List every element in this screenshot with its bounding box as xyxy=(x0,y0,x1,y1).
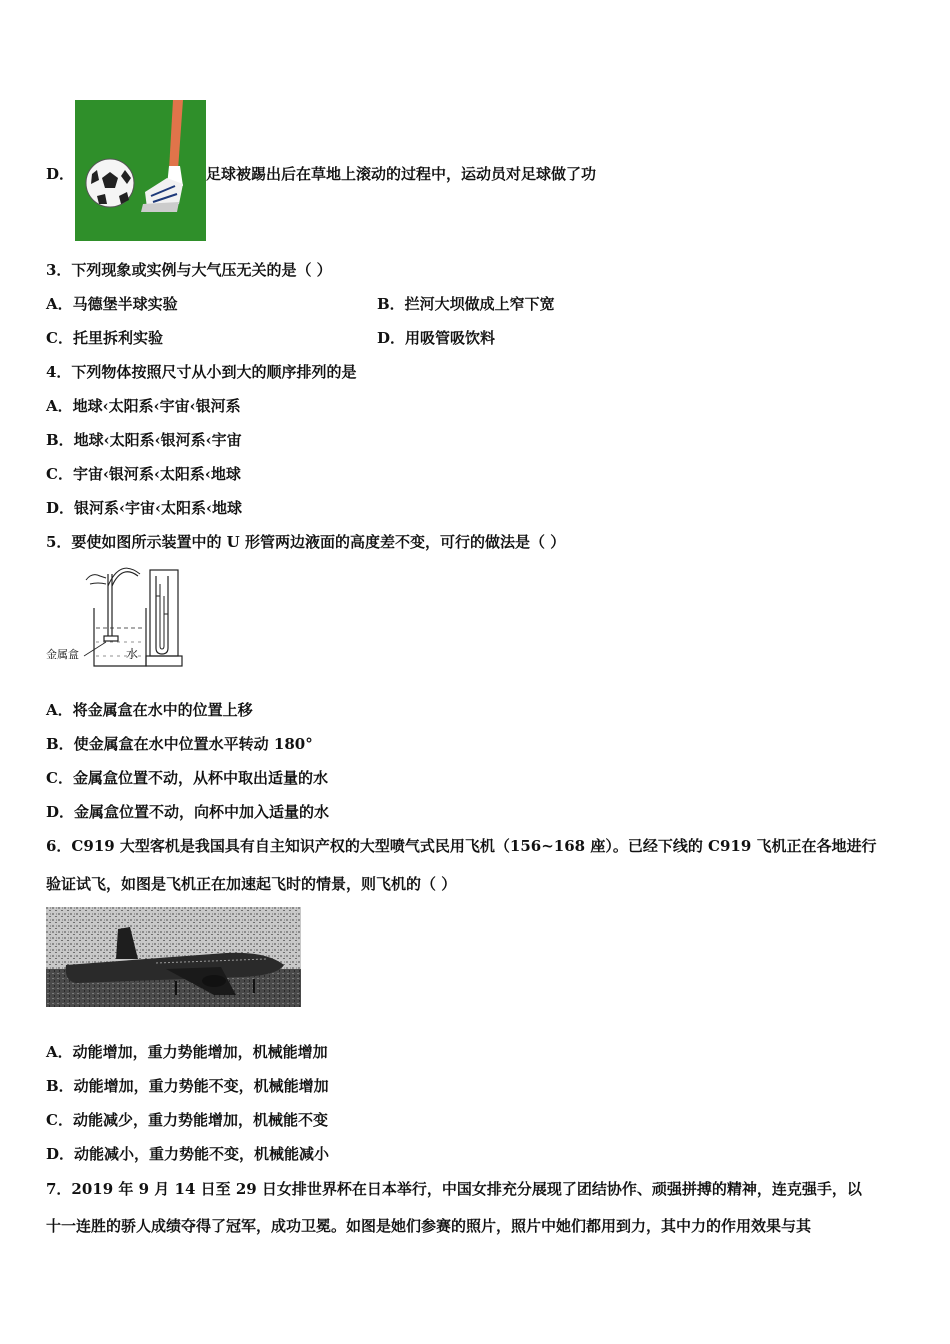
q3-option-d: D．用吸管吸饮料 xyxy=(377,329,496,347)
q3-stem: 3．下列现象或实例与大气压无关的是（ ） xyxy=(46,261,332,279)
q6-option-a: A．动能增加，重力势能增加，机械能增加 xyxy=(46,1043,328,1061)
q6-stem-line-2: 验证试飞，如图是飞机正在加速起飞时的情景，则飞机的（ ） xyxy=(46,875,457,893)
u-tube-apparatus-drawing xyxy=(46,566,186,670)
q5-option-d: D．金属盒位置不动，向杯中加入适量的水 xyxy=(46,803,330,821)
metal-box-label: 金属盒 xyxy=(46,649,79,661)
q4-option-c: C．宇宙‹银河系‹太阳系‹地球 xyxy=(46,465,241,483)
q4-option-b: B．地球‹太阳系‹银河系‹宇宙 xyxy=(46,431,242,449)
q4-option-d: D．银河系‹宇宙‹太阳系‹地球 xyxy=(46,499,243,517)
q3-option-a: A．马德堡半球实验 xyxy=(46,295,178,313)
football-kick-image xyxy=(75,100,206,241)
q6-option-c: C．动能减少，重力势能增加，机械能不变 xyxy=(46,1111,328,1129)
q5-option-a: A．将金属盒在水中的位置上移 xyxy=(46,701,253,719)
q6-option-d: D．动能减小，重力势能不变，机械能减小 xyxy=(46,1145,330,1163)
q6-stem-line-1: 6．C919 大型客机是我国具有自主知识产权的大型喷气式民用飞机（156~168 座）。已经下线的 C919 飞机正在各地进行 xyxy=(46,837,877,855)
football-kick-drawing xyxy=(75,100,206,241)
airplane-takeoff-image xyxy=(46,907,301,1007)
airplane-takeoff-drawing xyxy=(46,907,301,1007)
q2-option-d-label: D． xyxy=(46,165,75,183)
q3-option-c: C．托里拆利实验 xyxy=(46,329,163,347)
q7-stem-line-2: 十一连胜的骄人成绩夺得了冠军，成功卫冕。如图是她们参赛的照片，照片中她们都用到力，其中力的作用效果与其 xyxy=(46,1217,812,1235)
u-tube-apparatus-figure xyxy=(46,566,186,670)
water-label: 水 xyxy=(126,647,139,661)
q3-option-b: B．拦河大坝做成上窄下宽 xyxy=(377,295,555,313)
q5-stem: 5．要使如图所示装置中的 U 形管两边液面的高度差不变，可行的做法是（ ） xyxy=(46,533,566,551)
q7-stem-line-1: 7．2019 年 9 月 14 日至 29 日女排世界杯在日本举行，中国女排充分展现了团结协作、顽强拼搏的精神，连克强手，以 xyxy=(46,1180,862,1198)
q4-stem: 4．下列物体按照尺寸从小到大的顺序排列的是 xyxy=(46,363,357,381)
q5-option-c: C．金属盒位置不动，从杯中取出适量的水 xyxy=(46,769,328,787)
q5-option-b: B．使金属盒在水中位置水平转动 180° xyxy=(46,735,313,753)
q2-option-d-text: 足球被踢出后在草地上滚动的过程中，运动员对足球做了功 xyxy=(206,165,597,183)
q6-option-b: B．动能增加，重力势能不变，机械能增加 xyxy=(46,1077,329,1095)
q4-option-a: A．地球‹太阳系‹宇宙‹银河系 xyxy=(46,397,241,415)
